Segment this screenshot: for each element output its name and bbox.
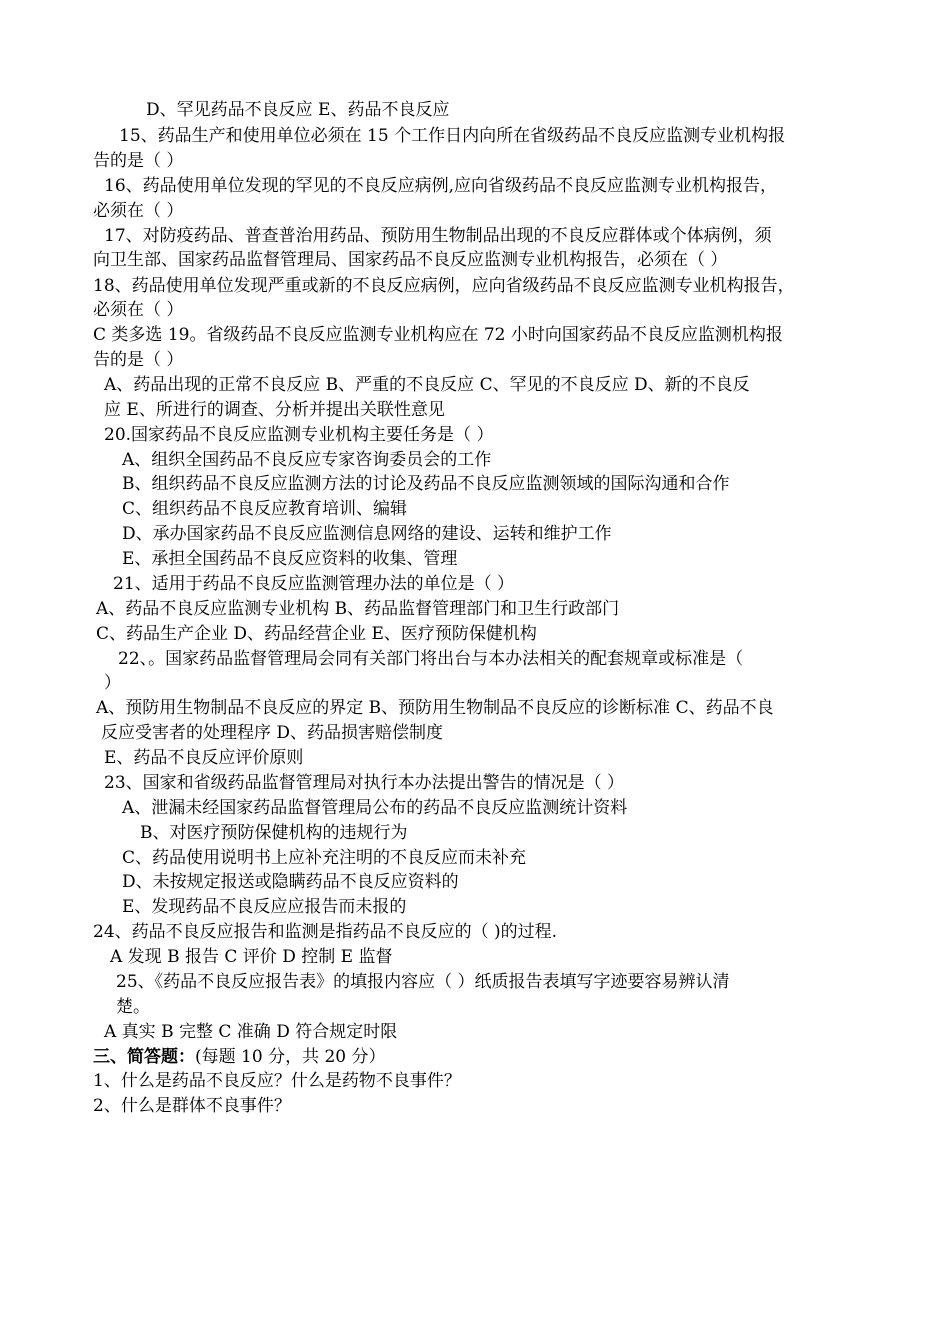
question-16-line-2: 必须在（ ）: [93, 201, 184, 221]
section-three-heading: [93, 1045, 386, 1070]
question-23-option-a: A、泄漏未经国家药品监督管理局公布的药品不良反应监测统计资料: [122, 798, 628, 818]
question-18-line-2: 必须在（ ）: [93, 300, 184, 320]
question-25-options: A 真实 B 完整 C 准确 D 符合规定时限: [104, 1022, 398, 1042]
question-20: 20.国家药品不良反应监测专业机构主要任务是（ ）: [104, 425, 494, 445]
question-20-option-d: D、承办国家药品不良反应监测信息网络的建设、运转和维护工作: [122, 524, 612, 544]
question-19-line-2: 告的是（ ）: [93, 350, 184, 370]
question-23-option-c: C、药品使用说明书上应补充注明的不良反应而未补充: [122, 848, 527, 868]
question-25-line-1: 25、《药品不良反应报告表》的填报内容应（ ）纸质报告表填写字迹要容易辨认清: [116, 972, 730, 992]
section-three-scoring: (每题 10 分，共 20 分）: [195, 1047, 386, 1067]
question-20-option-b: B、组织药品不良反应监测方法的讨论及药品不良反应监测领域的国际沟通和合作: [122, 474, 730, 494]
question-22-options-line-2: 反应受害者的处理程序 D、药品损害赔偿制度: [101, 723, 444, 743]
short-answer-question-1: 1、什么是药品不良反应？什么是药物不良事件？: [93, 1071, 461, 1091]
question-22-line-1: 22、。国家药品监督管理局会同有关部门将出台与本办法相关的配套规章或标准是（: [118, 649, 744, 669]
question-21-options-line-2: C、药品生产企业 D、药品经营企业 E、医疗预防保健机构: [96, 624, 537, 644]
question-20-option-e: E、承担全国药品不良反应资料的收集、管理: [122, 549, 458, 569]
question-22-line-2: ）: [104, 673, 121, 693]
question-23: 23、国家和省级药品监督管理局对执行本办法提出警告的情况是（ ）: [104, 773, 625, 793]
question-15-line-1: 15、药品生产和使用单位必须在 15 个工作日内向所在省级药品不良反应监测专业机构报: [119, 126, 786, 146]
section-three-title: 三、简答题：: [93, 1047, 195, 1067]
question-16-line-1: 16、药品使用单位发现的罕见的不良反应病例,应向省级药品不良反应监测专业机构报告，: [104, 176, 778, 196]
question-20-option-a: A、组织全国药品不良反应专家咨询委员会的工作: [122, 450, 492, 470]
question-22-options-line-1: A、预防用生物制品不良反应的界定 B、预防用生物制品不良反应的诊断标准 C、药品不良: [96, 698, 774, 718]
question-23-option-e: E、发现药品不良反应应报告而未报的: [122, 897, 407, 917]
question-17-line-1: 17、对防疫药品、普查普治用药品、预防用生物制品出现的不良反应群体或个体病例，须: [104, 226, 772, 246]
question-21: 21、适用于药品不良反应监测管理办法的单位是（ ）: [113, 574, 515, 594]
question-24: 24、药品不良反应报告和监测是指药品不良反应的（ )的过程.: [93, 922, 558, 942]
question-18-line-1: 18、药品使用单位发现严重或新的不良反应病例，应向省级药品不良反应监测专业机构报告，: [93, 276, 795, 296]
question-19-options-line-2: 应 E、所进行的调查、分析并提出关联性意见: [104, 400, 445, 420]
question-17-line-2: 向卫生部、国家药品监督管理局、国家药品不良反应监测专业机构报告，必须在（ ）: [93, 250, 728, 270]
question-23-option-b: B、对医疗预防保健机构的违规行为: [140, 823, 408, 843]
question-19-line-1: C 类多选 19。省级药品不良反应监测专业机构应在 72 小时向国家药品不良反应监测机构报: [93, 325, 783, 345]
question-22-option-e: E、药品不良反应评价原则: [104, 748, 304, 768]
question-15-line-2: 告的是（ ）: [93, 151, 184, 171]
question-20-option-c: C、组织药品不良反应教育培训、编辑: [122, 499, 408, 519]
short-answer-question-2: 2、什么是群体不良事件？: [93, 1096, 291, 1116]
question-24-options: A 发现 B 报告 C 评价 D 控制 E 监督: [110, 947, 393, 967]
question-21-options-line-1: A、药品不良反应监测专业机构 B、药品监督管理部门和卫生行政部门: [96, 599, 620, 619]
question-25-line-2: 楚。: [116, 997, 150, 1017]
question-23-option-d: D、未按规定报送或隐瞒药品不良反应资料的: [122, 872, 459, 892]
question-19-options-line-1: A、药品出现的正常不良反应 B、严重的不良反应 C、罕见的不良反应 D、新的不良反: [104, 375, 750, 395]
option-line-d-e-14: D、罕见药品不良反应 E、药品不良反应: [146, 100, 450, 120]
